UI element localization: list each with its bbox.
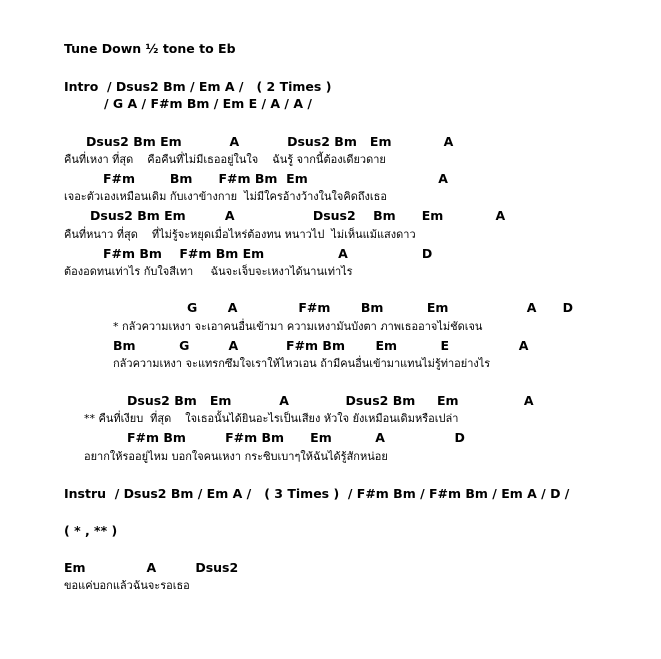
tuning-note: Tune Down ½ tone to Eb bbox=[64, 41, 236, 56]
outro-lyric-line: ขอแค่บอกแล้วฉันจะรอเธอ bbox=[64, 579, 190, 592]
verse-lyric-line-3: คืนที่หนาว ที่สุด ที่ไม่รู้จะหยุดเมื่อไหร่ต้องทน หนาวไป ไม่เห็นแม้แสงดาว bbox=[64, 228, 416, 241]
repeat-marker: ( * , ** ) bbox=[64, 523, 118, 538]
intro-line-1: Intro / Dsus2 Bm / Em A / ( 2 Times ) bbox=[64, 79, 332, 94]
chorus-lyric-line-1: * กลัวความเหงา จะเอาคนอื่นเข้ามา ความเหงามันบังตา ภาพเธออาจไม่ชัดเจน bbox=[113, 320, 483, 333]
verse-lyric-line-1: คืนที่เหงา ที่สุด คือคืนที่ไม่มีเธออยู่ในใจ ฉันรู้ จากนี้ต้องเดียวดาย bbox=[64, 153, 386, 166]
verse-lyric-line-4: ต้องอดทนเท่าไร กับใจสีเทา ฉันจะเจ็บจะเหงาได้นานเท่าไร bbox=[64, 265, 353, 278]
bridge-lyric-line-2: อยากให้รออยู่ไหม บอกใจคนเหงา กระซิบเบาๆให้ฉันได้รู้สักหน่อย bbox=[84, 450, 388, 463]
bridge-lyric-line-1: ** คืนที่เงียบ ที่สุด ใจเธอนั้นได้ยินอะไรเป็นเสียง หัวใจ ยังเหมือนเดิมหรือเปล่า bbox=[84, 412, 459, 425]
outro-chord-line: Em A Dsus2 bbox=[64, 560, 239, 575]
chorus-lyric-line-2: กลัวความเหงา จะแทรกซึมใจเราให้ไหวเอน ถ้ามีคนอื่นเข้ามาแทนไม่รู้ท่าอย่างไร bbox=[113, 357, 491, 370]
bridge-chord-line-1: Dsus2 Bm Em A Dsus2 Bm Em A bbox=[127, 393, 534, 408]
verse-chord-line-3: Dsus2 Bm Em A Dsus2 Bm Em A bbox=[90, 208, 506, 223]
bridge-chord-line-2: F#m Bm F#m Bm Em A D bbox=[127, 430, 465, 445]
verse-chord-line-4: F#m Bm F#m Bm Em A D bbox=[103, 246, 433, 261]
verse-lyric-line-2: เจอะตัวเองเหมือนเดิม กับเงาข้างกาย ไม่มีใครอ้างว้างในใจคิดถึงเธอ bbox=[64, 190, 387, 203]
chorus-chord-line-1: G A F#m Bm Em A D bbox=[187, 300, 573, 315]
instrumental-line: Instru / Dsus2 Bm / Em A / ( 3 Times ) / F#m Bm / F#m Bm / Em A / D / bbox=[64, 486, 570, 501]
verse-chord-line-1: Dsus2 Bm Em A Dsus2 Bm Em A bbox=[86, 134, 454, 149]
intro-line-2: / G A / F#m Bm / Em E / A / A / bbox=[104, 96, 312, 111]
chorus-chord-line-2: Bm G A F#m Bm Em E A bbox=[113, 338, 529, 353]
verse-chord-line-2: F#m Bm F#m Bm Em A bbox=[103, 171, 448, 186]
